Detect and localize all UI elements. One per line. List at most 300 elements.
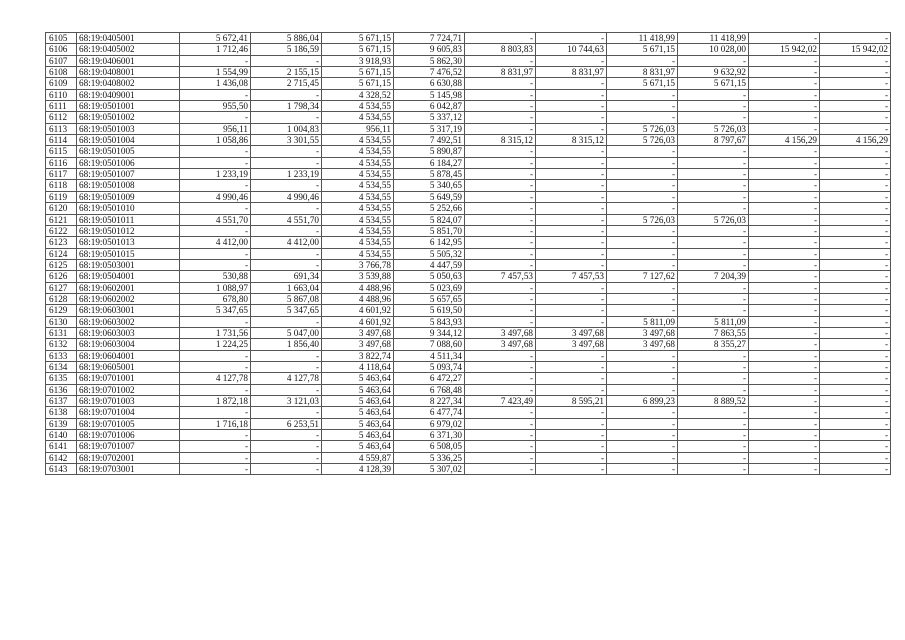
table-row (46, 78, 891, 89)
value-cell: - (820, 373, 891, 384)
value-cell: - (678, 464, 749, 475)
value-cell: 1 233,19 (180, 169, 251, 180)
value-cell: 1 233,19 (251, 169, 322, 180)
value-cell: 5 463,64 (322, 407, 394, 418)
value-cell: - (749, 407, 820, 418)
cadastral-number-cell: 68:19:0501012 (77, 225, 180, 236)
value-cell: - (678, 441, 749, 452)
cadastral-number-cell: 68:19:0501013 (77, 237, 180, 248)
table-row (46, 101, 891, 112)
value-cell: 10 744,63 (536, 44, 607, 55)
value-cell: - (607, 418, 678, 429)
value-cell: - (820, 327, 891, 338)
value-cell: - (251, 464, 322, 475)
value-cell: 5 811,09 (678, 316, 749, 327)
value-cell: - (678, 248, 749, 259)
value-cell: - (251, 430, 322, 441)
value-cell: 5 050,63 (394, 271, 465, 282)
value-cell: - (536, 123, 607, 134)
table-row (46, 89, 891, 100)
value-cell: - (536, 407, 607, 418)
cadastral-number-cell: 68:19:0501015 (77, 248, 180, 259)
value-cell: - (820, 259, 891, 270)
value-cell: 5 463,64 (322, 441, 394, 452)
value-cell: - (678, 169, 749, 180)
value-cell: - (465, 191, 536, 202)
value-cell: - (749, 361, 820, 372)
cadastral-number-cell: 68:19:0603003 (77, 327, 180, 338)
value-cell: 5 851,70 (394, 225, 465, 236)
cadastral-number-cell: 68:19:0503001 (77, 259, 180, 270)
value-cell: 4 534,55 (322, 214, 394, 225)
value-cell: - (465, 464, 536, 475)
cadastral-number-cell: 68:19:0501007 (77, 169, 180, 180)
value-cell: - (251, 112, 322, 123)
value-cell: 4 127,78 (251, 373, 322, 384)
value-cell: - (536, 316, 607, 327)
table-row (46, 112, 891, 123)
value-cell: - (465, 203, 536, 214)
value-cell: - (820, 89, 891, 100)
value-cell: - (749, 123, 820, 134)
value-cell: 5 671,15 (322, 78, 394, 89)
value-cell: 5 347,65 (251, 305, 322, 316)
value-cell: 7 457,53 (465, 271, 536, 282)
row-number-cell: 6140 (46, 430, 77, 441)
value-cell: 5 463,64 (322, 430, 394, 441)
value-cell: - (749, 78, 820, 89)
value-cell: 5 347,65 (180, 305, 251, 316)
cadastral-number-cell: 68:19:0702001 (77, 452, 180, 463)
value-cell: 8 803,83 (465, 44, 536, 55)
value-cell: 5 671,15 (322, 67, 394, 78)
value-cell: - (536, 33, 607, 44)
value-cell: 5 047,00 (251, 327, 322, 338)
value-cell: - (465, 33, 536, 44)
value-cell: - (820, 55, 891, 66)
value-cell: 6 371,30 (394, 430, 465, 441)
table-row (46, 157, 891, 168)
value-cell: - (820, 350, 891, 361)
value-cell: - (536, 464, 607, 475)
cadastral-number-cell: 68:19:0701005 (77, 418, 180, 429)
value-cell: - (678, 101, 749, 112)
value-cell: - (465, 214, 536, 225)
value-cell: 6 042,87 (394, 101, 465, 112)
cadastral-number-cell: 68:19:0501006 (77, 157, 180, 168)
value-cell: 4 534,55 (322, 112, 394, 123)
table-row (46, 339, 891, 350)
cadastral-number-cell: 68:19:0501009 (77, 191, 180, 202)
value-cell: - (180, 407, 251, 418)
row-number-cell: 6119 (46, 191, 77, 202)
value-cell: 4 128,39 (322, 464, 394, 475)
value-cell: - (180, 89, 251, 100)
value-cell: - (607, 305, 678, 316)
table-body (46, 33, 891, 475)
value-cell: 15 942,02 (820, 44, 891, 55)
row-number-cell: 6115 (46, 146, 77, 157)
value-cell: - (820, 169, 891, 180)
value-cell: - (536, 146, 607, 157)
value-cell: - (180, 452, 251, 463)
value-cell: - (820, 180, 891, 191)
cadastral-number-cell: 68:19:0603004 (77, 339, 180, 350)
table-row (46, 135, 891, 146)
value-cell: 1 004,83 (251, 123, 322, 134)
value-cell: - (536, 237, 607, 248)
value-cell: 4 551,70 (251, 214, 322, 225)
value-cell: - (820, 157, 891, 168)
row-number-cell: 6122 (46, 225, 77, 236)
table-row (46, 259, 891, 270)
value-cell: 3 497,68 (536, 339, 607, 350)
value-cell: - (607, 101, 678, 112)
value-cell: - (749, 441, 820, 452)
value-cell: - (607, 157, 678, 168)
value-cell: - (465, 316, 536, 327)
value-cell: - (749, 430, 820, 441)
cadastral-number-cell: 68:19:0501005 (77, 146, 180, 157)
value-cell: - (465, 112, 536, 123)
value-cell: - (820, 464, 891, 475)
value-cell: - (820, 101, 891, 112)
value-cell: 4 551,70 (180, 214, 251, 225)
table-row (46, 180, 891, 191)
row-number-cell: 6110 (46, 89, 77, 100)
value-cell: 6 899,23 (607, 396, 678, 407)
value-cell: 9 605,83 (394, 44, 465, 55)
value-cell: - (820, 396, 891, 407)
value-cell: - (251, 248, 322, 259)
cadastral-number-cell: 68:19:0501011 (77, 214, 180, 225)
value-cell: 3 497,68 (465, 339, 536, 350)
value-cell: - (820, 271, 891, 282)
value-cell: 8 831,97 (536, 67, 607, 78)
cadastral-number-cell: 68:19:0605001 (77, 361, 180, 372)
table-row (46, 225, 891, 236)
value-cell: 1 436,08 (180, 78, 251, 89)
table-row (46, 271, 891, 282)
value-cell: - (749, 327, 820, 338)
value-cell: 691,34 (251, 271, 322, 282)
value-cell: - (536, 384, 607, 395)
value-cell: - (678, 305, 749, 316)
row-number-cell: 6132 (46, 339, 77, 350)
value-cell: - (820, 146, 891, 157)
value-cell: 4 534,55 (322, 237, 394, 248)
value-cell: - (465, 361, 536, 372)
value-cell: - (180, 316, 251, 327)
value-cell: - (749, 157, 820, 168)
value-cell: - (607, 441, 678, 452)
value-cell: - (251, 89, 322, 100)
value-cell: - (465, 123, 536, 134)
cadastral-number-cell: 68:19:0504001 (77, 271, 180, 282)
value-cell: - (678, 112, 749, 123)
value-cell: - (607, 55, 678, 66)
value-cell: 5 671,15 (678, 78, 749, 89)
value-cell: 5 657,65 (394, 293, 465, 304)
value-cell: - (678, 203, 749, 214)
value-cell: 6 979,02 (394, 418, 465, 429)
value-cell: - (180, 157, 251, 168)
value-cell: 5 672,41 (180, 33, 251, 44)
value-cell: 5 671,15 (322, 33, 394, 44)
row-number-cell: 6112 (46, 112, 77, 123)
value-cell: - (465, 430, 536, 441)
value-cell: 5 463,64 (322, 396, 394, 407)
value-cell: 3 497,68 (322, 339, 394, 350)
cadastral-number-cell: 68:19:0602002 (77, 293, 180, 304)
value-cell: - (251, 384, 322, 395)
value-cell: 5 867,08 (251, 293, 322, 304)
row-number-cell: 6121 (46, 214, 77, 225)
value-cell: - (465, 282, 536, 293)
value-cell: 10 028,00 (678, 44, 749, 55)
value-cell: - (180, 248, 251, 259)
value-cell: 15 942,02 (749, 44, 820, 55)
row-number-cell: 6137 (46, 396, 77, 407)
value-cell: 4 990,46 (251, 191, 322, 202)
value-cell: - (536, 203, 607, 214)
value-cell: - (820, 214, 891, 225)
value-cell: 7 127,62 (607, 271, 678, 282)
value-cell: 2 715,45 (251, 78, 322, 89)
value-cell: 7 863,55 (678, 327, 749, 338)
value-cell: - (749, 396, 820, 407)
row-number-cell: 6143 (46, 464, 77, 475)
value-cell: - (749, 55, 820, 66)
value-cell: 8 889,52 (678, 396, 749, 407)
value-cell: 5 726,03 (607, 214, 678, 225)
value-cell: - (607, 350, 678, 361)
value-cell: - (465, 350, 536, 361)
table-row (46, 33, 891, 44)
value-cell: 4 534,55 (322, 203, 394, 214)
cadastral-number-cell: 68:19:0701006 (77, 430, 180, 441)
value-cell: 5 878,45 (394, 169, 465, 180)
value-cell: - (536, 191, 607, 202)
row-number-cell: 6117 (46, 169, 77, 180)
value-cell: 11 418,99 (607, 33, 678, 44)
value-cell: - (465, 407, 536, 418)
value-cell: 4 559,87 (322, 452, 394, 463)
value-cell: - (678, 361, 749, 372)
value-cell: - (607, 225, 678, 236)
value-cell: 5 890,87 (394, 146, 465, 157)
value-cell: 5 726,03 (607, 135, 678, 146)
value-cell: - (749, 237, 820, 248)
cadastral-number-cell: 68:19:0603001 (77, 305, 180, 316)
value-cell: - (607, 373, 678, 384)
value-cell: - (678, 237, 749, 248)
table-row (46, 418, 891, 429)
value-cell: 4 534,55 (322, 157, 394, 168)
value-cell: - (180, 146, 251, 157)
value-cell: - (536, 430, 607, 441)
row-number-cell: 6127 (46, 282, 77, 293)
value-cell: - (678, 418, 749, 429)
value-cell: - (465, 259, 536, 270)
table-row (46, 214, 891, 225)
row-number-cell: 6118 (46, 180, 77, 191)
value-cell: - (749, 146, 820, 157)
row-number-cell: 6109 (46, 78, 77, 89)
value-cell: 1 798,34 (251, 101, 322, 112)
table-row (46, 430, 891, 441)
value-cell: 530,88 (180, 271, 251, 282)
value-cell: - (749, 305, 820, 316)
cadastral-number-cell: 68:19:0501001 (77, 101, 180, 112)
value-cell: 4 534,55 (322, 248, 394, 259)
value-cell: 8 315,12 (536, 135, 607, 146)
value-cell: - (465, 101, 536, 112)
value-cell: 5 463,64 (322, 384, 394, 395)
value-cell: - (465, 237, 536, 248)
row-number-cell: 6120 (46, 203, 77, 214)
value-cell: - (820, 123, 891, 134)
value-cell: 5 726,03 (678, 123, 749, 134)
table-row (46, 407, 891, 418)
value-cell: - (180, 350, 251, 361)
value-cell: - (820, 237, 891, 248)
value-cell: - (678, 157, 749, 168)
table-row (46, 350, 891, 361)
row-number-cell: 6116 (46, 157, 77, 168)
value-cell: - (251, 180, 322, 191)
value-cell: 4 328,52 (322, 89, 394, 100)
value-cell: 3 766,78 (322, 259, 394, 270)
value-cell: - (536, 259, 607, 270)
cadastral-number-cell: 68:19:0501008 (77, 180, 180, 191)
value-cell: - (749, 225, 820, 236)
value-cell: - (607, 169, 678, 180)
value-cell: - (749, 180, 820, 191)
value-cell: 4 534,55 (322, 225, 394, 236)
value-cell: 1 088,97 (180, 282, 251, 293)
value-cell: - (251, 361, 322, 372)
value-cell: 1 856,40 (251, 339, 322, 350)
value-cell: 8 355,27 (678, 339, 749, 350)
row-number-cell: 6136 (46, 384, 77, 395)
value-cell: - (180, 203, 251, 214)
value-cell: 3 918,93 (322, 55, 394, 66)
value-cell: 7 724,71 (394, 33, 465, 44)
value-cell: - (465, 157, 536, 168)
row-number-cell: 6142 (46, 452, 77, 463)
value-cell: 956,11 (180, 123, 251, 134)
value-cell: - (749, 452, 820, 463)
value-cell: 6 253,51 (251, 418, 322, 429)
row-number-cell: 6114 (46, 135, 77, 146)
value-cell: 8 315,12 (465, 135, 536, 146)
value-cell: 3 121,03 (251, 396, 322, 407)
value-cell: - (465, 384, 536, 395)
value-cell: - (465, 146, 536, 157)
value-cell: - (607, 384, 678, 395)
value-cell: - (536, 350, 607, 361)
value-cell: - (678, 146, 749, 157)
cadastral-number-cell: 68:19:0602001 (77, 282, 180, 293)
value-cell: - (749, 191, 820, 202)
value-cell: - (749, 293, 820, 304)
value-cell: 1 554,99 (180, 67, 251, 78)
value-cell: 3 497,68 (465, 327, 536, 338)
table-row (46, 361, 891, 372)
value-cell: - (678, 293, 749, 304)
value-cell: - (607, 259, 678, 270)
value-cell: - (678, 55, 749, 66)
value-cell: - (536, 248, 607, 259)
value-cell: 4 412,00 (251, 237, 322, 248)
value-cell: - (465, 89, 536, 100)
row-number-cell: 6129 (46, 305, 77, 316)
value-cell: - (465, 169, 536, 180)
table-row (46, 464, 891, 475)
value-cell: - (607, 282, 678, 293)
value-cell: 1 224,25 (180, 339, 251, 350)
value-cell: 4 601,92 (322, 305, 394, 316)
value-cell: - (607, 452, 678, 463)
table-row (46, 237, 891, 248)
row-number-cell: 6105 (46, 33, 77, 44)
value-cell: 7 088,60 (394, 339, 465, 350)
value-cell: - (749, 112, 820, 123)
value-cell: 5 093,74 (394, 361, 465, 372)
value-cell: 5 862,30 (394, 55, 465, 66)
value-cell: 4 118,64 (322, 361, 394, 372)
value-cell: - (465, 225, 536, 236)
value-cell: 4 534,55 (322, 101, 394, 112)
cadastral-number-cell: 68:19:0501002 (77, 112, 180, 123)
table-row (46, 123, 891, 134)
value-cell: 5 317,19 (394, 123, 465, 134)
value-cell: - (465, 418, 536, 429)
row-number-cell: 6135 (46, 373, 77, 384)
value-cell: 6 142,95 (394, 237, 465, 248)
table-row (46, 293, 891, 304)
value-cell: 5 023,69 (394, 282, 465, 293)
value-cell: - (820, 67, 891, 78)
cadastral-number-cell: 68:19:0604001 (77, 350, 180, 361)
value-cell: 5 843,93 (394, 316, 465, 327)
cadastral-number-cell: 68:19:0701001 (77, 373, 180, 384)
value-cell: - (607, 248, 678, 259)
table-row (46, 305, 891, 316)
row-number-cell: 6128 (46, 293, 77, 304)
value-cell: - (180, 441, 251, 452)
value-cell: 8 831,97 (607, 67, 678, 78)
value-cell: 4 534,55 (322, 169, 394, 180)
value-cell: - (536, 282, 607, 293)
cadastral-number-cell: 68:19:0501003 (77, 123, 180, 134)
value-cell: 4 412,00 (180, 237, 251, 248)
row-number-cell: 6107 (46, 55, 77, 66)
value-cell: 8 831,97 (465, 67, 536, 78)
cadastral-number-cell: 68:19:0405001 (77, 33, 180, 44)
value-cell: - (820, 305, 891, 316)
value-cell: 1 712,46 (180, 44, 251, 55)
value-cell: 8 595,21 (536, 396, 607, 407)
value-cell: - (536, 293, 607, 304)
value-cell: 8 797,67 (678, 135, 749, 146)
value-cell: - (251, 55, 322, 66)
value-cell: - (678, 430, 749, 441)
value-cell: - (536, 112, 607, 123)
cadastral-number-cell: 68:19:0409001 (77, 89, 180, 100)
value-cell: - (536, 452, 607, 463)
